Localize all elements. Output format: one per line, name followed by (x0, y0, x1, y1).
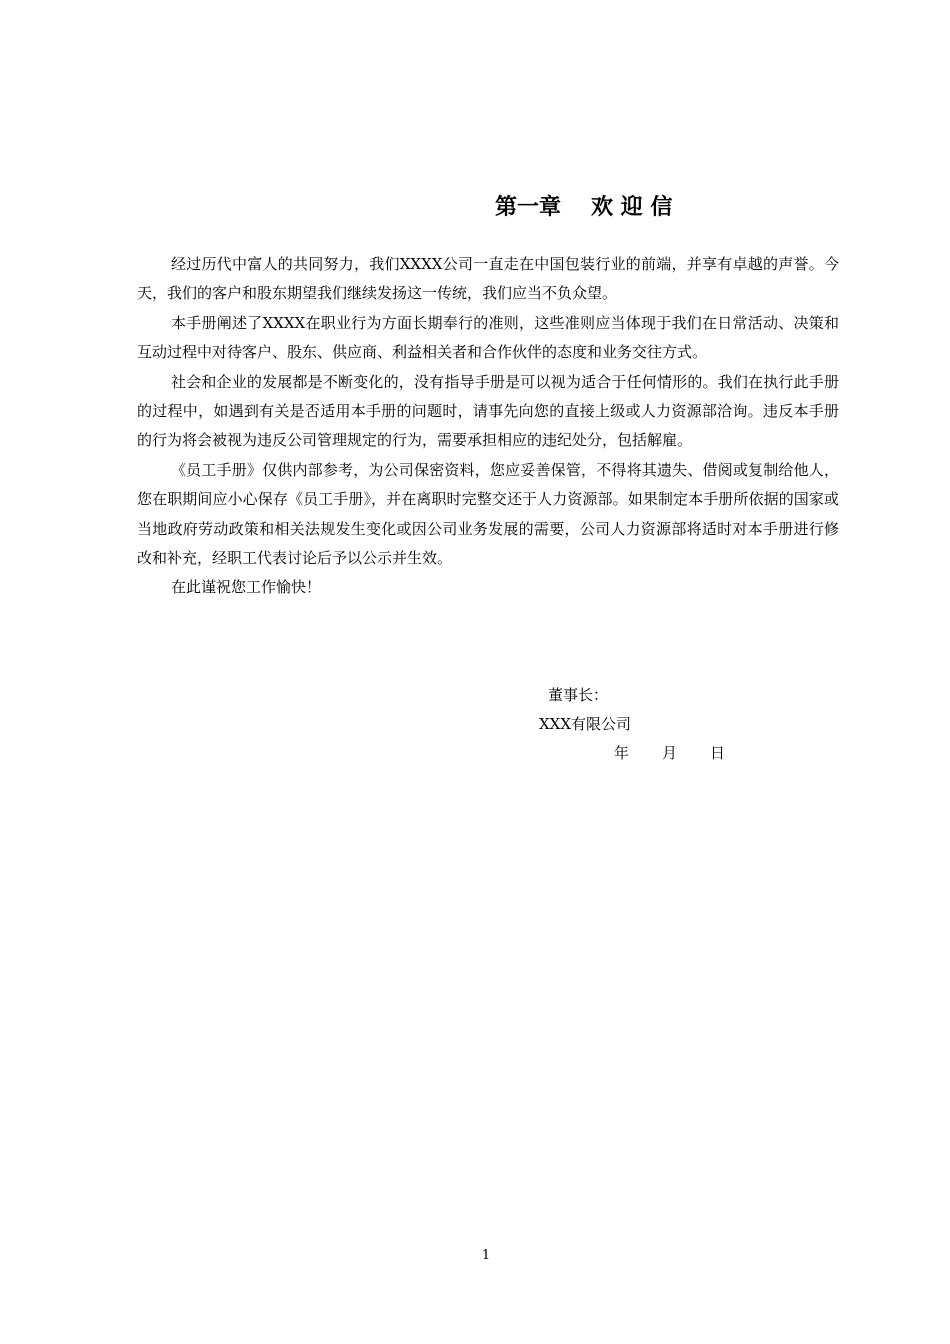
signature-company: XXX有限公司 (539, 715, 632, 733)
paragraph-5: 在此谨祝您工作愉快！ (171, 578, 322, 597)
paragraph-4: 《员工手册》仅供内部参考，为公司保密资料，您应妥善保管，不得将其遗失、借阅或复制给他人，您在职期间应小心保存《员工手册》，并在离职时完整交还于人力资源部。如果制定本手册所依据的国家或当地政府劳动政策和相关法规发生变化或因公司业务发展的需要，公司人力资源部将适时对本手册进行修改和补充，经职工代表讨论后予以公示并生效。 (137, 460, 839, 568)
paragraph-1: 经过历代中富人的共同努力，我们XXXX公司一直走在中国包装行业的前端，并享有卓越的声誉。今天，我们的客户和股东期望我们继续发扬这一传统，我们应当不负众望。 (137, 255, 839, 303)
signature-chairman: 董事长： (548, 686, 609, 704)
chapter-title (495, 190, 672, 221)
paragraph-3: 社会和企业的发展都是不断变化的，没有指导手册是可以视为适合于任何情形的。我们在执行此手册的过程中，如遇到有关是否适用本手册的问题时，请事先向您的直接上级或人力资源部洽询。违反本手册的行为将会被视为违反公司管理规定的行为，需要承担相应的违纪处分，包括解雇。 (137, 372, 839, 450)
page-number: 1 (481, 1248, 491, 1263)
date-day: 日 (710, 744, 726, 762)
letter-body (137, 250, 839, 603)
chapter-name: 欢 迎 信 (591, 194, 673, 220)
signature-date (614, 742, 725, 763)
date-month: 月 (662, 744, 678, 762)
chapter-number: 第一章 (495, 194, 562, 220)
paragraph-2: 本手册阐述了XXXX在职业行为方面长期奉行的准则，这些准则应当体现于我们在日常活动、决策和互动过程中对待客户、股东、供应商、利益相关者和合作伙伴的态度和业务交往方式。 (137, 313, 839, 362)
date-year: 年 (614, 744, 630, 762)
